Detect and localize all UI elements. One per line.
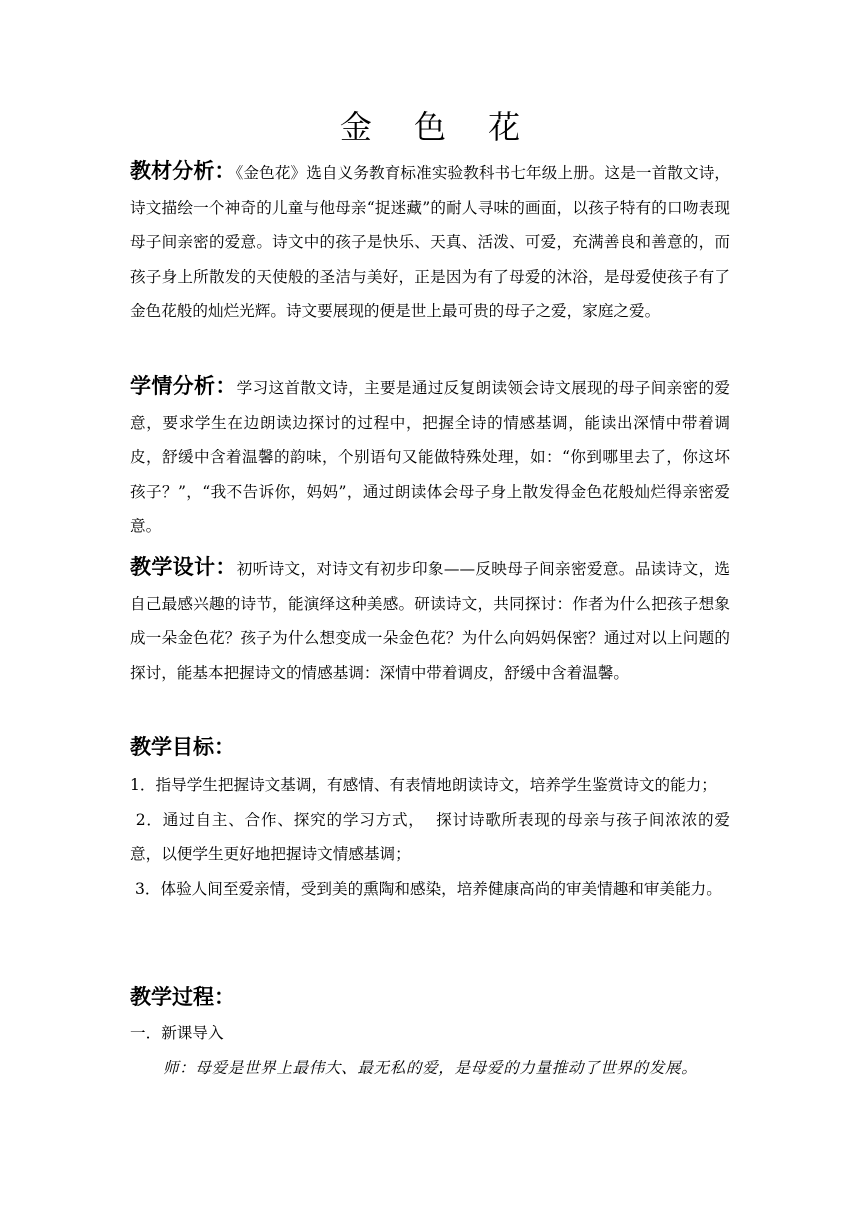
analysis-text: 《金色花》选自义务教育标准实验教科书七年级上册。这是一首散文诗，诗文描绘一个神奇的儿童与他母亲“捉迷藏”的耐人寻味的画面，以孩子特有的口吻表现母子间亲密的爱意。诗文中的孩子是快乐、天真、活泼、可爱，充满善良和善意的，而孩子身上所散发的天使般的圣洁与美好，正是因为有了母爱的沐浴，是母爱使孩子有了金色花般的灿烂光辉。诗文要展现的便是世上最可贵的母子之爱，家庭之爱。 <box>130 164 731 320</box>
analysis-heading: 教材分析： <box>130 159 236 183</box>
document-title: 金 色 花 <box>339 108 537 146</box>
goals-heading: 教学目标： <box>130 735 235 759</box>
learner-paragraph <box>130 369 730 544</box>
process-step-1: 一．新课导入 <box>130 1024 224 1042</box>
process-section <box>130 980 730 1085</box>
goal-item-1: 1．指导学生把握诗文基调，有感情、有表情地朗读诗文，培养学生鉴赏诗文的能力； <box>130 776 717 794</box>
design-heading: 教学设计： <box>130 555 237 579</box>
goal-item-3: 3．体验人间至爱亲情，受到美的熏陶和感染，培养健康高尚的审美情趣和审美能力。 <box>130 879 722 898</box>
analysis-section <box>130 154 730 329</box>
goals-section <box>130 730 730 906</box>
design-text: 初听诗文，对诗文有初步印象——反映母子间亲密爱意。品读诗文，选自己最感兴趣的诗节，能演绎这种美感。研读诗文，共同探讨：作者为什么把孩子想象成一朵金色花？孩子为什么想变成一朵金色花？为什么向妈妈保密？通过对以上问题的探讨，能基本把握诗文的情感基调：深情中带着调皮，舒缓中含着温馨。 <box>130 560 730 682</box>
design-section <box>130 550 730 690</box>
analysis-paragraph <box>130 154 730 329</box>
learner-section <box>130 369 730 544</box>
learner-heading: 学情分析： <box>130 374 237 398</box>
design-paragraph <box>130 550 730 690</box>
process-heading: 教学过程： <box>130 985 235 1009</box>
learner-text: 学习这首散文诗，主要是通过反复朗读领会诗文展现的母子间亲密的爱意，要求学生在边朗读边探讨的过程中，把握全诗的情感基调，能读出深情中带着调皮，舒缓中含着温馨的韵味，个别语句又能做特殊处理，如：“你到哪里去了，你这坏孩子？”，“我不告诉你，妈妈”，通过朗读体会母子身上散发得金色花般灿烂得亲密爱意。 <box>130 379 730 535</box>
goal-item-2: 2．通过自主、合作、探究的学习方式， 探讨诗歌所表现的母亲与孩子间浓浓的爱意，以便学生更好地把握诗文情感基调； <box>130 810 730 863</box>
teacher-line: 师：母爱是世界上最伟大、最无私的爱，是母爱的力量推动了世界的发展。 <box>163 1058 698 1077</box>
